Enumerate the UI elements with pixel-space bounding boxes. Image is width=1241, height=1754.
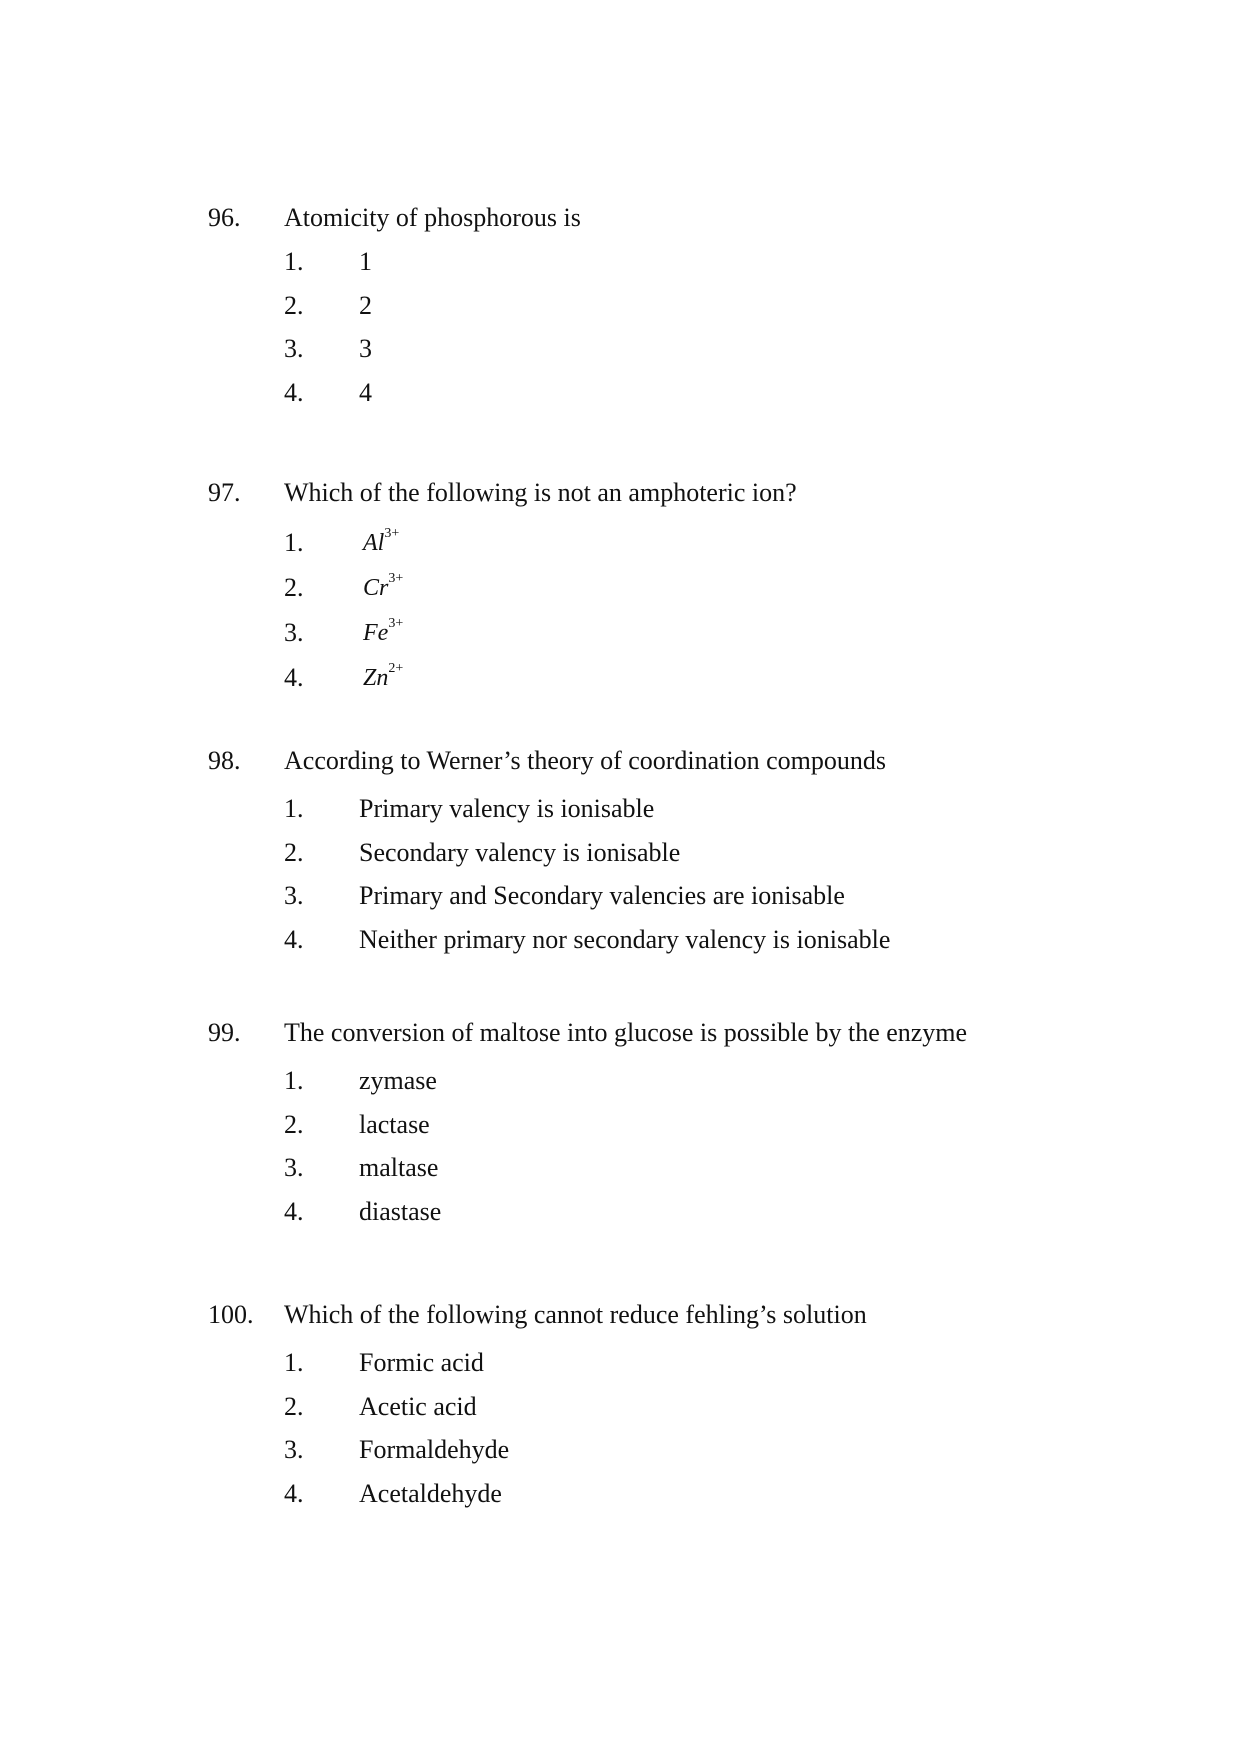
option-number: 3. xyxy=(284,881,304,910)
option-number: 2. xyxy=(284,838,304,867)
option-text: lactase xyxy=(359,1110,430,1139)
option-number: 2. xyxy=(284,1392,304,1421)
ion-symbol: Al xyxy=(363,530,385,556)
option-text: 1 xyxy=(359,247,372,276)
option-item xyxy=(0,838,1241,868)
option-item xyxy=(0,1392,1241,1422)
option-number: 1. xyxy=(284,1348,304,1377)
question-number: 97. xyxy=(208,478,241,507)
question-text: Which of the following is not an amphoteric ion? xyxy=(284,478,797,507)
option-text: 4 xyxy=(359,378,372,407)
option-item xyxy=(0,1435,1241,1465)
option-number: 3. xyxy=(284,618,304,647)
question-text: According to Werner’s theory of coordination compounds xyxy=(284,746,887,775)
option-item xyxy=(0,291,1241,321)
option-text: diastase xyxy=(359,1197,442,1226)
option-number: 2. xyxy=(284,573,304,602)
option-item xyxy=(0,528,1241,558)
option-item xyxy=(0,663,1241,693)
option-item xyxy=(0,247,1241,277)
option-item xyxy=(0,1197,1241,1227)
option-number: 3. xyxy=(284,1153,304,1182)
option-text: maltase xyxy=(359,1153,439,1182)
ion-charge: 3+ xyxy=(388,571,404,586)
question-number: 100. xyxy=(208,1300,254,1329)
option-item xyxy=(0,925,1241,955)
ion-symbol: Zn xyxy=(363,665,389,691)
question-text: Atomicity of phosphorous is xyxy=(284,203,581,232)
option-item xyxy=(0,573,1241,603)
option-number: 1. xyxy=(284,247,304,276)
option-text: Acetaldehyde xyxy=(359,1479,502,1508)
option-item xyxy=(0,1153,1241,1183)
option-text: Primary and Secondary valencies are ionisable xyxy=(359,881,845,910)
option-number: 2. xyxy=(284,1110,304,1139)
option-text: Neither primary nor secondary valency is ionisable xyxy=(359,925,891,954)
option-item xyxy=(0,794,1241,824)
option-item xyxy=(0,1110,1241,1140)
option-text: 3 xyxy=(359,334,372,363)
option-number: 4. xyxy=(284,925,304,954)
option-number: 4. xyxy=(284,1479,304,1508)
option-item xyxy=(0,1348,1241,1378)
option-number: 4. xyxy=(284,1197,304,1226)
option-number: 4. xyxy=(284,378,304,407)
ion-formula xyxy=(363,663,403,693)
option-item xyxy=(0,1479,1241,1509)
option-number: 1. xyxy=(284,1066,304,1095)
option-number: 3. xyxy=(284,334,304,363)
option-item xyxy=(0,378,1241,408)
question-text: Which of the following cannot reduce fehling’s solution xyxy=(284,1300,867,1329)
option-number: 4. xyxy=(284,663,304,692)
question-number: 99. xyxy=(208,1018,241,1047)
option-text: Formic acid xyxy=(359,1348,484,1377)
ion-formula xyxy=(363,618,403,648)
option-text: Secondary valency is ionisable xyxy=(359,838,681,867)
question-number: 96. xyxy=(208,203,241,232)
option-number: 1. xyxy=(284,794,304,823)
option-item xyxy=(0,618,1241,648)
option-text: Primary valency is ionisable xyxy=(359,794,655,823)
ion-formula xyxy=(363,573,403,603)
option-number: 2. xyxy=(284,291,304,320)
ion-symbol: Fe xyxy=(363,620,389,646)
ion-symbol: Cr xyxy=(363,575,389,601)
option-text: Acetic acid xyxy=(359,1392,477,1421)
option-item xyxy=(0,334,1241,364)
ion-charge: 2+ xyxy=(388,661,404,676)
option-item xyxy=(0,1066,1241,1096)
option-item xyxy=(0,881,1241,911)
option-text: zymase xyxy=(359,1066,437,1095)
option-number: 1. xyxy=(284,528,304,557)
question-text: The conversion of maltose into glucose is possible by the enzyme xyxy=(284,1018,968,1047)
option-text: 2 xyxy=(359,291,372,320)
ion-charge: 3+ xyxy=(388,616,404,631)
option-number: 3. xyxy=(284,1435,304,1464)
question-number: 98. xyxy=(208,746,241,775)
ion-charge: 3+ xyxy=(384,526,400,541)
option-text: Formaldehyde xyxy=(359,1435,510,1464)
ion-formula xyxy=(363,528,399,558)
